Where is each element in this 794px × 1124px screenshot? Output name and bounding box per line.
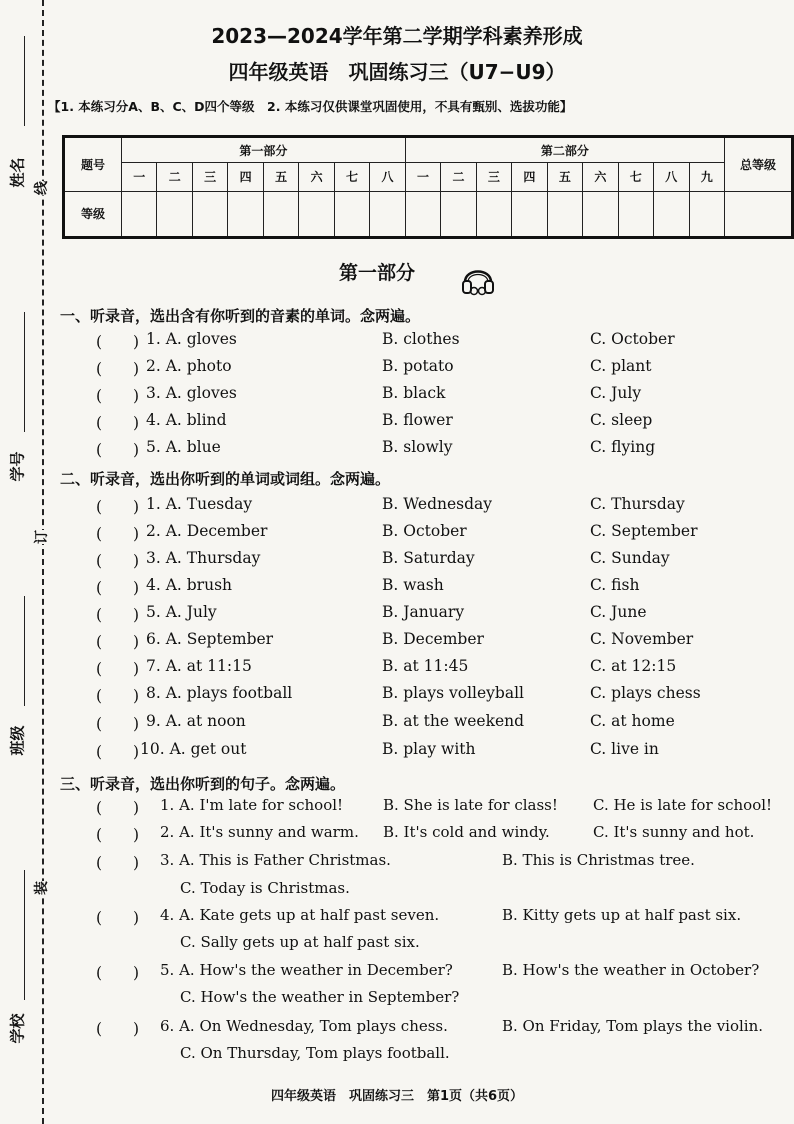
list-item <box>0 630 794 654</box>
part1-grade-cell[interactable] <box>370 191 405 237</box>
option-b: B. On Friday, Tom plays the violin. <box>502 1017 764 1035</box>
part2-col-4: 四 <box>512 163 547 191</box>
list-item <box>0 796 794 820</box>
option-a: 9. A. at noon <box>146 712 246 730</box>
option-b: B. December <box>382 630 484 648</box>
part2-col-7: 七 <box>618 163 653 191</box>
answer-blank[interactable]: ( ) <box>96 525 140 543</box>
part2-col-5: 五 <box>547 163 582 191</box>
option-c: C. plays chess <box>590 684 701 702</box>
answer-blank[interactable]: ( ) <box>96 333 140 351</box>
answer-blank[interactable]: ( ) <box>96 799 140 817</box>
section2-heading: 二、听录音，选出你听到的单词或词组。念两遍。 <box>60 470 391 488</box>
option-a: 3. A. gloves <box>146 384 237 402</box>
list-item <box>0 438 794 462</box>
answer-blank[interactable]: ( ) <box>96 826 140 844</box>
option-c: C. fish <box>590 576 640 594</box>
part1-col-5: 五 <box>263 163 298 191</box>
option-c: C. sleep <box>590 411 653 429</box>
list-item <box>0 1017 794 1041</box>
answer-blank[interactable]: ( ) <box>96 579 140 597</box>
name-label: 姓名 <box>8 157 27 188</box>
option-b: B. flower <box>382 411 453 429</box>
option-b: B. wash <box>382 576 444 594</box>
part2-grade-cell[interactable] <box>654 191 689 237</box>
list-item <box>0 961 794 985</box>
option-b: B. at the weekend <box>382 712 525 730</box>
list-item-continued <box>0 879 794 903</box>
question-number-label: 题号 <box>64 137 122 192</box>
option-b: B. black <box>382 384 446 402</box>
part2-grade-cell[interactable] <box>476 191 511 237</box>
option-a: 4. A. brush <box>146 576 233 594</box>
answer-blank[interactable]: ( ) <box>96 498 140 516</box>
option-c: C. How's the weather in September? <box>180 988 460 1006</box>
option-b: B. potato <box>382 357 454 375</box>
option-b: B. at 11:45 <box>382 657 469 675</box>
part1-grade-cell[interactable] <box>122 191 157 237</box>
option-c: C. at home <box>590 712 675 730</box>
part1-grade-cell[interactable] <box>157 191 192 237</box>
grade-table <box>62 135 794 239</box>
option-a: 4. A. blind <box>146 411 227 429</box>
list-item <box>0 823 794 847</box>
answer-blank[interactable]: ( ) <box>96 687 140 705</box>
option-b: B. Wednesday <box>382 495 493 513</box>
option-c: C. He is late for school! <box>593 796 773 814</box>
answer-blank[interactable]: ( ) <box>96 606 140 624</box>
option-b: B. Kitty gets up at half past six. <box>502 906 742 924</box>
part2-grade-cell[interactable] <box>405 191 440 237</box>
part1-col-2: 二 <box>157 163 192 191</box>
section3-heading: 三、听录音，选出你听到的句子。念两遍。 <box>60 775 346 793</box>
answer-blank[interactable]: ( ) <box>96 441 140 459</box>
answer-blank[interactable]: ( ) <box>96 552 140 570</box>
part2-col-3: 三 <box>476 163 511 191</box>
option-a: 7. A. at 11:15 <box>146 657 252 675</box>
part2-grade-cell[interactable] <box>689 191 725 237</box>
option-a: 1. A. I'm late for school! <box>160 796 344 814</box>
section1-heading: 一、听录音，选出含有你听到的音素的单词。念两遍。 <box>60 307 421 325</box>
part1-grade-cell[interactable] <box>228 191 263 237</box>
option-b: B. How's the weather in October? <box>502 961 760 979</box>
option-b: B. plays volleyball <box>382 684 525 702</box>
answer-blank[interactable]: ( ) <box>96 854 140 872</box>
answer-blank[interactable]: ( ) <box>96 1020 140 1038</box>
class-label: 班级 <box>8 725 27 756</box>
option-b: B. January <box>382 603 465 621</box>
option-a: 5. A. blue <box>146 438 221 456</box>
margin-char-zhuang: 装 <box>31 881 51 895</box>
part2-header: 第二部分 <box>405 137 724 163</box>
list-item <box>0 712 794 736</box>
list-item <box>0 603 794 627</box>
list-item <box>0 684 794 708</box>
option-b: B. October <box>382 522 467 540</box>
list-item <box>0 384 794 408</box>
option-a: 5. A. How's the weather in December? <box>160 961 453 979</box>
part1-header: 第一部分 <box>122 137 406 163</box>
option-b: B. play with <box>382 740 476 758</box>
option-a: 10. A. get out <box>140 740 247 758</box>
option-b: B. Saturday <box>382 549 475 567</box>
part1-grade-cell[interactable] <box>263 191 298 237</box>
answer-blank[interactable]: ( ) <box>96 743 140 761</box>
answer-blank[interactable]: ( ) <box>96 360 140 378</box>
list-item <box>0 740 794 764</box>
part1-col-1: 一 <box>122 163 157 191</box>
id-label: 学号 <box>8 451 27 482</box>
part1-col-8: 八 <box>370 163 405 191</box>
list-item-continued <box>0 1044 794 1068</box>
page-footer: 四年级英语 巩固练习三 第1页（共6页） <box>270 1089 524 1104</box>
list-item <box>0 495 794 519</box>
option-a: 6. A. On Wednesday, Tom plays chess. <box>160 1017 448 1035</box>
part-one-title: 第一部分 <box>338 262 415 284</box>
list-item-continued <box>0 933 794 957</box>
part2-grade-cell[interactable] <box>512 191 547 237</box>
grade-label: 等级 <box>64 191 122 237</box>
answer-blank[interactable]: ( ) <box>96 387 140 405</box>
option-c: C. Sunday <box>590 549 670 567</box>
option-c: C. June <box>590 603 647 621</box>
option-a: 1. A. Tuesday <box>146 495 253 513</box>
margin-char-ding: 订 <box>31 530 51 544</box>
page-subtitle: 四年级英语 巩固练习三（U7−U9） <box>228 60 566 84</box>
part2-col-1: 一 <box>405 163 440 191</box>
headphone-icon <box>460 258 496 298</box>
page-title: 2023—2024学年第二学期学科素养形成 <box>211 24 583 48</box>
list-item <box>0 330 794 354</box>
part2-grade-cell[interactable] <box>583 191 618 237</box>
list-item <box>0 357 794 381</box>
answer-blank[interactable]: ( ) <box>96 964 140 982</box>
option-c: C. It's sunny and hot. <box>593 823 755 841</box>
option-c: C. live in <box>590 740 659 758</box>
list-item <box>0 522 794 546</box>
option-c: C. Sally gets up at half past six. <box>180 933 420 951</box>
option-c: C. September <box>590 522 698 540</box>
part1-grade-cell[interactable] <box>334 191 369 237</box>
part1-col-3: 三 <box>192 163 227 191</box>
total-grade-cell[interactable] <box>725 191 793 237</box>
option-a: 5. A. July <box>146 603 217 621</box>
part2-grade-cell[interactable] <box>547 191 582 237</box>
list-item-continued <box>0 988 794 1012</box>
answer-blank[interactable]: ( ) <box>96 715 140 733</box>
option-a: 6. A. September <box>146 630 274 648</box>
margin-char-xian: 线 <box>31 181 51 195</box>
instruction-note: 【1. 本练习分A、B、C、D四个等级 2. 本练习仅供课堂巩固使用，不具有甄别、选拔功能】 <box>48 99 573 114</box>
option-c: C. July <box>590 384 642 402</box>
option-b: B. She is late for class! <box>383 796 558 814</box>
option-c: C. flying <box>590 438 656 456</box>
list-item <box>0 657 794 681</box>
option-a: 3. A. This is Father Christmas. <box>160 851 391 869</box>
part2-grade-cell[interactable] <box>441 191 476 237</box>
option-a: 2. A. photo <box>146 357 232 375</box>
option-c: C. Thursday <box>590 495 685 513</box>
option-c: C. On Thursday, Tom plays football. <box>180 1044 450 1062</box>
school-label: 学校 <box>8 1013 27 1044</box>
list-item <box>0 851 794 875</box>
answer-blank[interactable]: ( ) <box>96 909 140 927</box>
part2-grade-cell[interactable] <box>618 191 653 237</box>
option-c: C. November <box>590 630 694 648</box>
option-b: B. This is Christmas tree. <box>502 851 695 869</box>
option-b: B. slowly <box>382 438 453 456</box>
option-a: 3. A. Thursday <box>146 549 261 567</box>
option-c: C. at 12:15 <box>590 657 677 675</box>
option-a: 1. A. gloves <box>146 330 237 348</box>
option-a: 2. A. It's sunny and warm. <box>160 823 359 841</box>
option-a: 4. A. Kate gets up at half past seven. <box>160 906 440 924</box>
option-a: 2. A. December <box>146 522 268 540</box>
total-grade-label: 总等级 <box>725 137 793 192</box>
answer-blank[interactable]: ( ) <box>96 633 140 651</box>
part1-col-6: 六 <box>299 163 334 191</box>
list-item <box>0 411 794 435</box>
part1-col-7: 七 <box>334 163 369 191</box>
option-b: B. clothes <box>382 330 460 348</box>
list-item <box>0 576 794 600</box>
part1-grade-cell[interactable] <box>192 191 227 237</box>
option-c: C. plant <box>590 357 652 375</box>
answer-blank[interactable]: ( ) <box>96 414 140 432</box>
answer-blank[interactable]: ( ) <box>96 660 140 678</box>
part2-col-6: 六 <box>583 163 618 191</box>
list-item <box>0 906 794 930</box>
part1-grade-cell[interactable] <box>299 191 334 237</box>
part2-col-2: 二 <box>441 163 476 191</box>
option-a: 8. A. plays football <box>146 684 293 702</box>
option-c: C. Today is Christmas. <box>180 879 350 897</box>
option-c: C. October <box>590 330 675 348</box>
part2-col-8: 八 <box>654 163 689 191</box>
option-b: B. It's cold and windy. <box>383 823 550 841</box>
part1-col-4: 四 <box>228 163 263 191</box>
list-item <box>0 549 794 573</box>
part2-col-9: 九 <box>689 163 725 191</box>
